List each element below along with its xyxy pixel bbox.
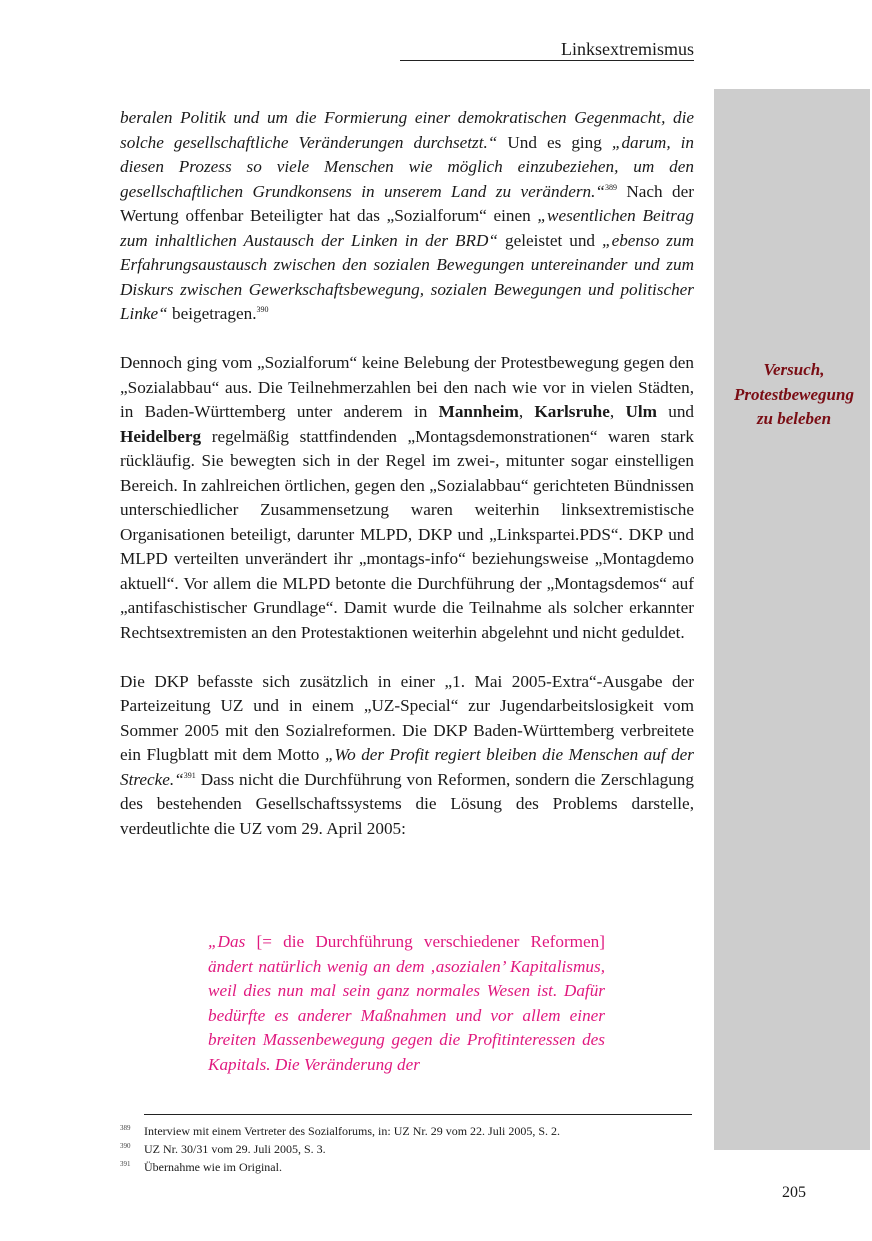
place-heidelberg: Heidelberg bbox=[120, 426, 202, 446]
margin-note-line: Protestbewegung bbox=[734, 384, 854, 404]
margin-note bbox=[718, 358, 870, 432]
footnote-text: UZ Nr. 30/31 vom 29. Juli 2005, S. 3. bbox=[144, 1142, 326, 1156]
footnote-number: 389 bbox=[120, 1124, 131, 1132]
footnotes bbox=[120, 1122, 694, 1176]
page-number: 205 bbox=[782, 1184, 806, 1201]
paragraph-1 bbox=[120, 106, 694, 327]
text-span: Dass nicht die Durchführung von Reformen, sondern die Zerschlagung des bestehenden Gesellschaftssystems die Lösung des Problems darstelle, verdeutlichte die UZ vom 29. April 2005: bbox=[120, 769, 694, 838]
quote-span: „Das bbox=[208, 932, 246, 951]
quote-span: beralen Politik und um die Formierung einer demokratischen Gegenmacht, die solche gesellschaftliche Veränderungen durchsetzt.“ bbox=[120, 108, 694, 152]
text-span: und bbox=[656, 402, 695, 421]
text-span: , bbox=[518, 402, 535, 421]
quote-span: „ebenso zum Erfahrungsaustausch zwischen den sozialen Bewegungen untereinander und zum Diskurs zwischen Gewerkschaftsbewegung, sozialen Bewegungen und politischer Linke“ bbox=[120, 230, 694, 323]
footnote-item bbox=[120, 1122, 694, 1140]
margin-note-line: zu beleben bbox=[756, 409, 832, 428]
text-span: Die DKP befasste sich zusätzlich in einer „1. Mai 2005-Extra“-Ausgabe der Parteizeitung UZ und in einem „UZ-Special“ zur Jugendarbeitslosigkeit vom Sommer 2005 mit den Sozialreformen. Die DKP Baden-Württemberg verbreitete ein Flugblatt mit dem Motto bbox=[120, 671, 694, 764]
body-text bbox=[120, 106, 694, 841]
footnote-ref[interactable]: 390 bbox=[256, 305, 269, 314]
footnote-divider bbox=[144, 1114, 692, 1115]
footnote-item bbox=[120, 1158, 694, 1176]
footnote-text: Übernahme wie im Original. bbox=[144, 1160, 282, 1174]
text-span: geleistet und bbox=[498, 230, 603, 250]
quote-span: „darum, in diesen Prozess so viele Menschen wie möglich einzubeziehen, um den gesellschaftlichen Grundkonsens in unserem Land zu verändern.“ bbox=[120, 132, 695, 201]
quote-span: „Wo der Profit regiert bleiben die Menschen auf der Strecke.“ bbox=[120, 745, 695, 789]
quote-span: „wesentlichen Beitrag zum inhaltlichen Austausch der Linken in der BRD“ bbox=[120, 206, 695, 250]
text-span: Und es ging bbox=[497, 132, 612, 152]
footnote-text: Interview mit einem Vertreter des Sozialforums, in: UZ Nr. 29 vom 22. Juli 2005, S. 2. bbox=[144, 1124, 561, 1138]
place-karlsruhe: Karlsruhe bbox=[534, 402, 610, 421]
running-header bbox=[400, 38, 694, 61]
block-quote bbox=[208, 930, 605, 1078]
quote-insertion: [= die Durchführung verschiedener Reformen] bbox=[245, 932, 605, 951]
text-span: regelmäßig stattfindenden „Montagsdemonstrationen“ waren stark rückläufig. Sie bewegten sich in der Regel im zwei-, mitunter sogar einstelligen Bereich. In zahlreichen örtlichen, gegen den „Sozialabbau“ gerichteten Bündnissen unterschiedlicher Zusammensetzung waren weiterhin linksextremistische Organisationen beteiligt, darunter MLPD, DKP und „Linkspartei.PDS“. DKP und MLPD verteilten unverändert ihr „montags-info“ beziehungsweise „Montagdemo aktuell“. Vor allem die MLPD betonte die Durchführung der „Montagsdemos“ auf „antifaschistischer Grundlage“. Damit wurde die Teilnahme als solcher erkannter Rechtsextremisten an den Protestaktionen weiterhin abgelehnt und nicht geduldet. bbox=[120, 426, 694, 642]
text-span: Dennoch ging vom „Sozialforum“ keine Belebung der Protestbewegung gegen den „Sozialabbau“ aus. Die Teilnehmerzahlen bei den nach wie vor in vielen Städten, in Baden-Württemberg unter anderem in bbox=[120, 353, 694, 421]
margin-sidebar bbox=[714, 89, 870, 1150]
text-span: Nach der Wertung offenbar Beteiligter hat das „Sozialforum“ einen bbox=[120, 181, 694, 225]
footnote-item bbox=[120, 1140, 694, 1158]
running-header-title: Linksextremismus bbox=[561, 39, 694, 59]
footnote-number: 390 bbox=[120, 1142, 131, 1150]
place-mannheim: Mannheim bbox=[438, 402, 519, 421]
footnote-number: 391 bbox=[120, 1160, 131, 1168]
text-span: beigetragen. bbox=[167, 304, 257, 323]
paragraph-2 bbox=[120, 351, 694, 645]
quote-span: ändert natürlich wenig an dem ‚asozialen’ Kapitalismus, weil dies nun mal sein ganz normales Wesen ist. Dafür bedürfte es anderer Maßnahmen und vor allem einer breiten Massenbewegung gegen die Profitinteressen des Kapitals. Die Veränderung der bbox=[208, 956, 605, 1074]
text-span: , bbox=[609, 402, 626, 421]
footnote-ref[interactable]: 389 bbox=[604, 182, 617, 192]
paragraph-3 bbox=[120, 670, 694, 842]
footnote-ref[interactable]: 391 bbox=[183, 770, 196, 780]
place-ulm: Ulm bbox=[625, 402, 657, 421]
margin-note-line: Versuch, bbox=[763, 360, 825, 379]
